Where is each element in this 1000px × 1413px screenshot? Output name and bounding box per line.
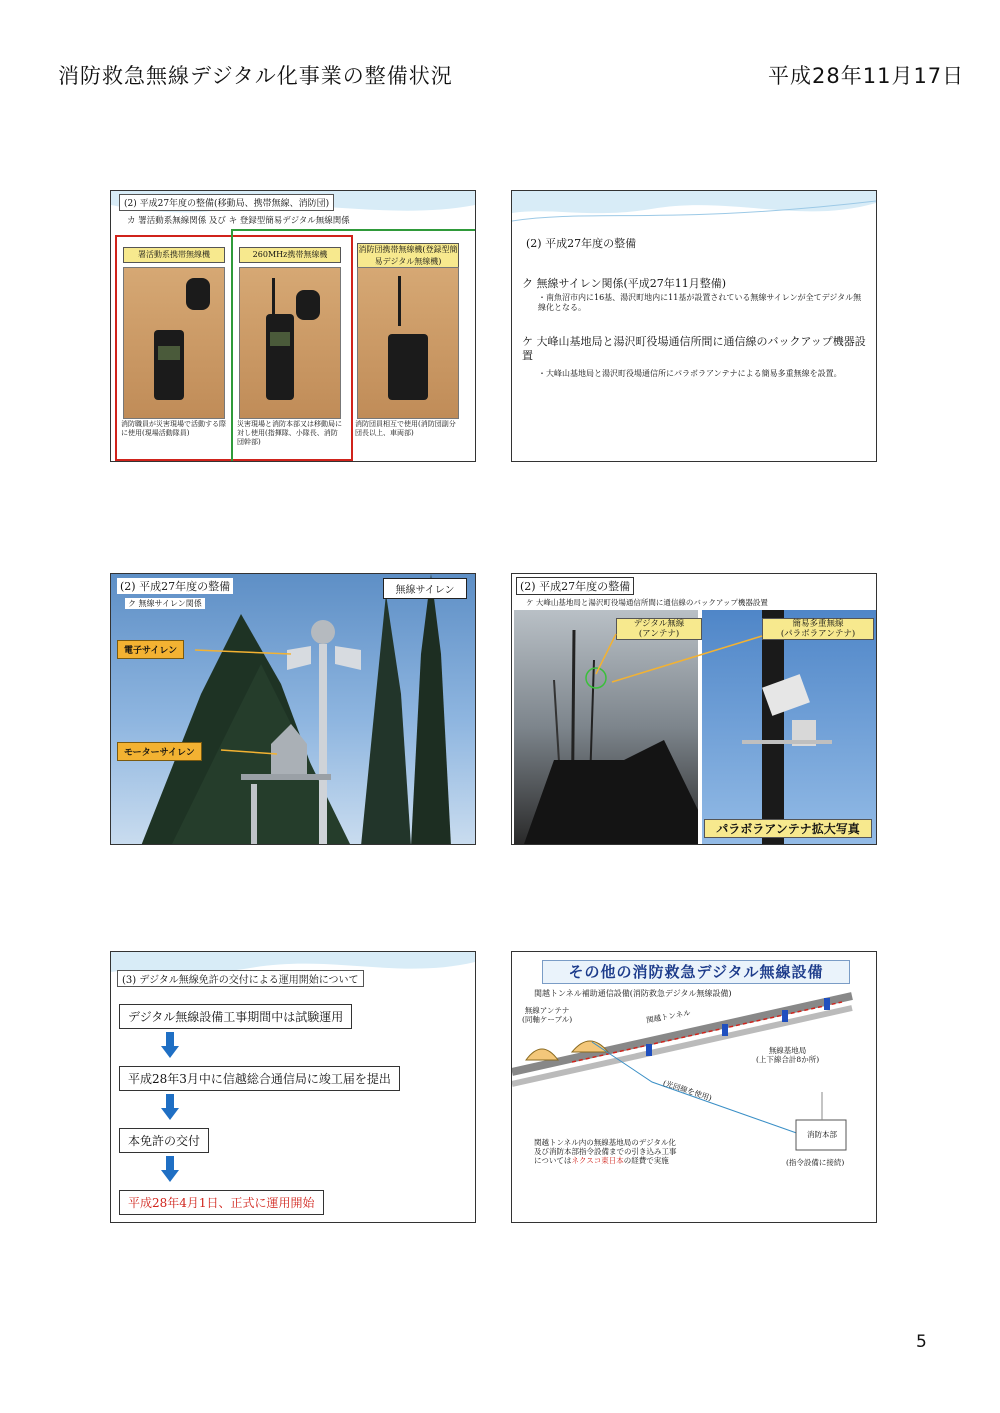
down-arrow-icon bbox=[161, 1094, 179, 1120]
page-date: 平成28年11月17日 bbox=[768, 64, 965, 88]
item-detail: ・南魚沼市内に16基、湯沢町地内に11基が設置されている無線サイレンが全てデジタル無線化となる。 bbox=[538, 293, 862, 313]
slide-wave-decoration bbox=[512, 191, 876, 231]
radio-caption: 災害現場と消防本部又は移動局に対し使用(指揮隊、小隊長、消防団幹部) bbox=[237, 420, 342, 446]
callout-lines bbox=[512, 574, 877, 845]
base-station-label: 無線基地局 (上下線合計8か所) bbox=[756, 1046, 820, 1064]
flow-step-1: デジタル無線設備工事期間中は試験運用 bbox=[119, 1004, 352, 1029]
page-number: 5 bbox=[916, 1332, 927, 1352]
radio-label: 260MHz携帯無線機 bbox=[239, 247, 341, 263]
hq-label: 消防本部 bbox=[807, 1130, 837, 1139]
tunnel-label: 関越トンネル bbox=[645, 1008, 692, 1025]
parabola-caption: パラボラアンテナ拡大写真 bbox=[704, 819, 872, 838]
radio-photo bbox=[357, 267, 459, 419]
page-title: 消防救急無線デジタル化事業の整備状況 bbox=[58, 64, 453, 88]
slide-6 bbox=[511, 951, 877, 1223]
slide-header: (2) 平成27年度の整備(移動局、携帯無線、消防団) bbox=[119, 194, 334, 211]
siren-tag: 無線サイレン bbox=[383, 578, 467, 599]
slide-subheader: カ 署活動系無線関係 及び キ 登録型簡易デジタル無線関係 bbox=[127, 216, 350, 226]
radio-caption: 消防職員が災害現場で活動する際に使用(現場活動隊員) bbox=[121, 420, 226, 437]
down-arrow-icon bbox=[161, 1032, 179, 1058]
fiber-label: (光回線を使用) bbox=[661, 1078, 714, 1103]
electronic-siren-label: 電子サイレン bbox=[117, 640, 184, 659]
slide-subtitle: 関越トンネル補助通信設備(消防救急デジタル無線設備) bbox=[534, 989, 732, 998]
slide-subheader: ケ 大峰山基地局と湯沢町役場通信所間に通信線のバックアップ機器設置 bbox=[526, 598, 768, 607]
down-arrow-icon bbox=[161, 1156, 179, 1182]
slide-header: (2) 平成27年度の整備 bbox=[526, 237, 637, 250]
slide-header: (2) 平成27年度の整備 bbox=[516, 577, 634, 595]
slide-5 bbox=[110, 951, 476, 1223]
radio-column-1 bbox=[117, 235, 231, 459]
flow-step-2: 平成28年3月中に信越総合通信局に竣工届を提出 bbox=[119, 1066, 400, 1091]
slide-header: (3) デジタル無線免許の交付による運用開始について bbox=[117, 970, 364, 987]
radio-caption: 消防団員相互で使用(消防団副分団長以上、車両部) bbox=[355, 420, 456, 437]
radio-label: 署活動系携帯無線機 bbox=[123, 247, 225, 263]
multiplex-label: 簡易多重無線 (パラボラアンテナ) bbox=[762, 618, 874, 640]
antenna-label: 無線アンテナ (同軸ケーブル) bbox=[522, 1006, 573, 1024]
radio-column-2 bbox=[233, 235, 347, 459]
slide-2 bbox=[511, 190, 877, 462]
slide-header: (2) 平成27年度の整備 bbox=[117, 578, 233, 594]
slide-subheader: ク 無線サイレン関係 bbox=[125, 598, 205, 609]
slide-title: その他の消防救急デジタル無線設備 bbox=[542, 960, 850, 984]
flow-step-3: 本免許の交付 bbox=[119, 1128, 209, 1153]
radio-column-3 bbox=[351, 235, 465, 459]
slide-note: 関越トンネル内の無線基地局のデジタル化 及び消防本部指令設備までの引き込み工事 についてはネクスコ東日本の経費で実施 bbox=[534, 1138, 677, 1165]
slide-4 bbox=[511, 573, 877, 845]
item-detail: ・大峰山基地局と湯沢町役場通信所にパラボラアンテナによる簡易多重無線を設置。 bbox=[538, 369, 842, 378]
flow-step-4: 平成28年4月1日、正式に運用開始 bbox=[119, 1190, 324, 1215]
radio-label: 消防団携帯無線機(登録型簡易デジタル無線機) bbox=[357, 243, 459, 269]
callout-lines bbox=[111, 574, 476, 845]
motor-siren-label: モーターサイレン bbox=[117, 742, 202, 761]
item-title: ク 無線サイレン関係(平成27年11月整備) bbox=[522, 277, 727, 290]
hq-note: (指令設備に接続) bbox=[786, 1158, 845, 1167]
radio-photo bbox=[239, 267, 341, 419]
digital-antenna-label: デジタル無線 (アンテナ) bbox=[616, 618, 702, 640]
slide-3 bbox=[110, 573, 476, 845]
item-title: ケ 大峰山基地局と湯沢町役場通信所間に通信線のバックアップ機器設置 bbox=[522, 335, 866, 363]
radio-photo bbox=[123, 267, 225, 419]
slide-1 bbox=[110, 190, 476, 462]
